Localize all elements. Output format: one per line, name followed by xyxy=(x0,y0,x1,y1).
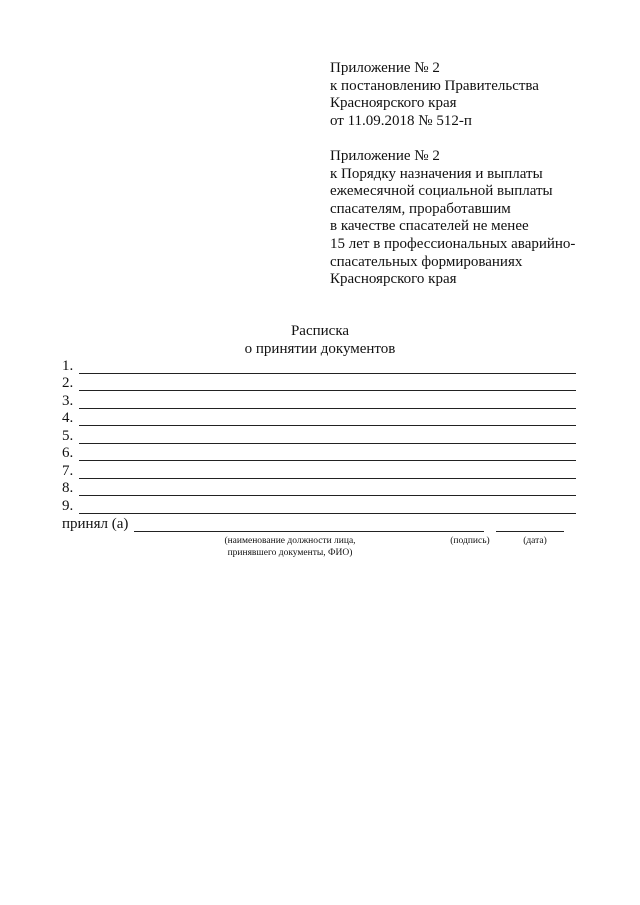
list-item-number: 4. xyxy=(62,410,74,426)
document-title: Расписка xyxy=(290,323,350,339)
name-caption-line: (наименование должности лица, xyxy=(224,536,356,546)
appendix-header-procedure xyxy=(330,148,630,289)
list-item-number: 9. xyxy=(62,497,74,514)
name-caption-line: принявшего документы, ФИО) xyxy=(227,548,353,558)
name-caption xyxy=(200,535,380,559)
list-item-number: 7. xyxy=(62,462,74,479)
signature-line[interactable] xyxy=(424,531,484,532)
header-line: от 11.09.2018 № 512-п xyxy=(330,112,472,129)
list-item xyxy=(62,496,576,514)
header-line: в качестве спасателей не менее xyxy=(330,218,529,235)
date-line[interactable] xyxy=(496,531,564,532)
list-item xyxy=(62,374,576,392)
list-item-number: 6. xyxy=(62,445,74,461)
list-item xyxy=(62,444,576,462)
date-caption: (дата) xyxy=(523,536,547,546)
header-line: ежемесячной социальной выплаты xyxy=(330,183,553,200)
signature-caption: (подпись) xyxy=(450,536,490,546)
accepted-by-row xyxy=(62,516,582,534)
header-line: спасателям, проработавшим xyxy=(330,200,511,217)
header-line: спасательных формированиях xyxy=(330,253,523,270)
list-item xyxy=(62,391,576,409)
header-line: Приложение № 2 xyxy=(330,148,440,164)
list-item-blank-line[interactable] xyxy=(79,513,576,514)
header-line: Красноярского края xyxy=(330,271,457,288)
document-subtitle: о принятии документов xyxy=(244,341,396,357)
list-item-number: 5. xyxy=(62,427,74,444)
accepted-by-label: принял (а) xyxy=(62,516,129,532)
list-item-number: 2. xyxy=(62,375,74,391)
list-item xyxy=(62,426,576,444)
header-line: 15 лет в профессиональных аварийно- xyxy=(330,235,576,252)
list-item xyxy=(62,479,576,497)
header-line: к постановлению Правительства xyxy=(330,77,539,94)
list-item-number: 1. xyxy=(62,357,74,374)
list-item xyxy=(62,409,576,427)
header-line: Приложение № 2 xyxy=(330,60,440,76)
list-item-number: 3. xyxy=(62,392,74,409)
list-item xyxy=(62,461,576,479)
header-line: к Порядку назначения и выплаты xyxy=(330,165,543,182)
list-item xyxy=(62,356,576,374)
header-line: Красноярского края xyxy=(330,95,457,112)
appendix-header-government xyxy=(330,60,630,130)
list-item-number: 8. xyxy=(62,480,74,496)
